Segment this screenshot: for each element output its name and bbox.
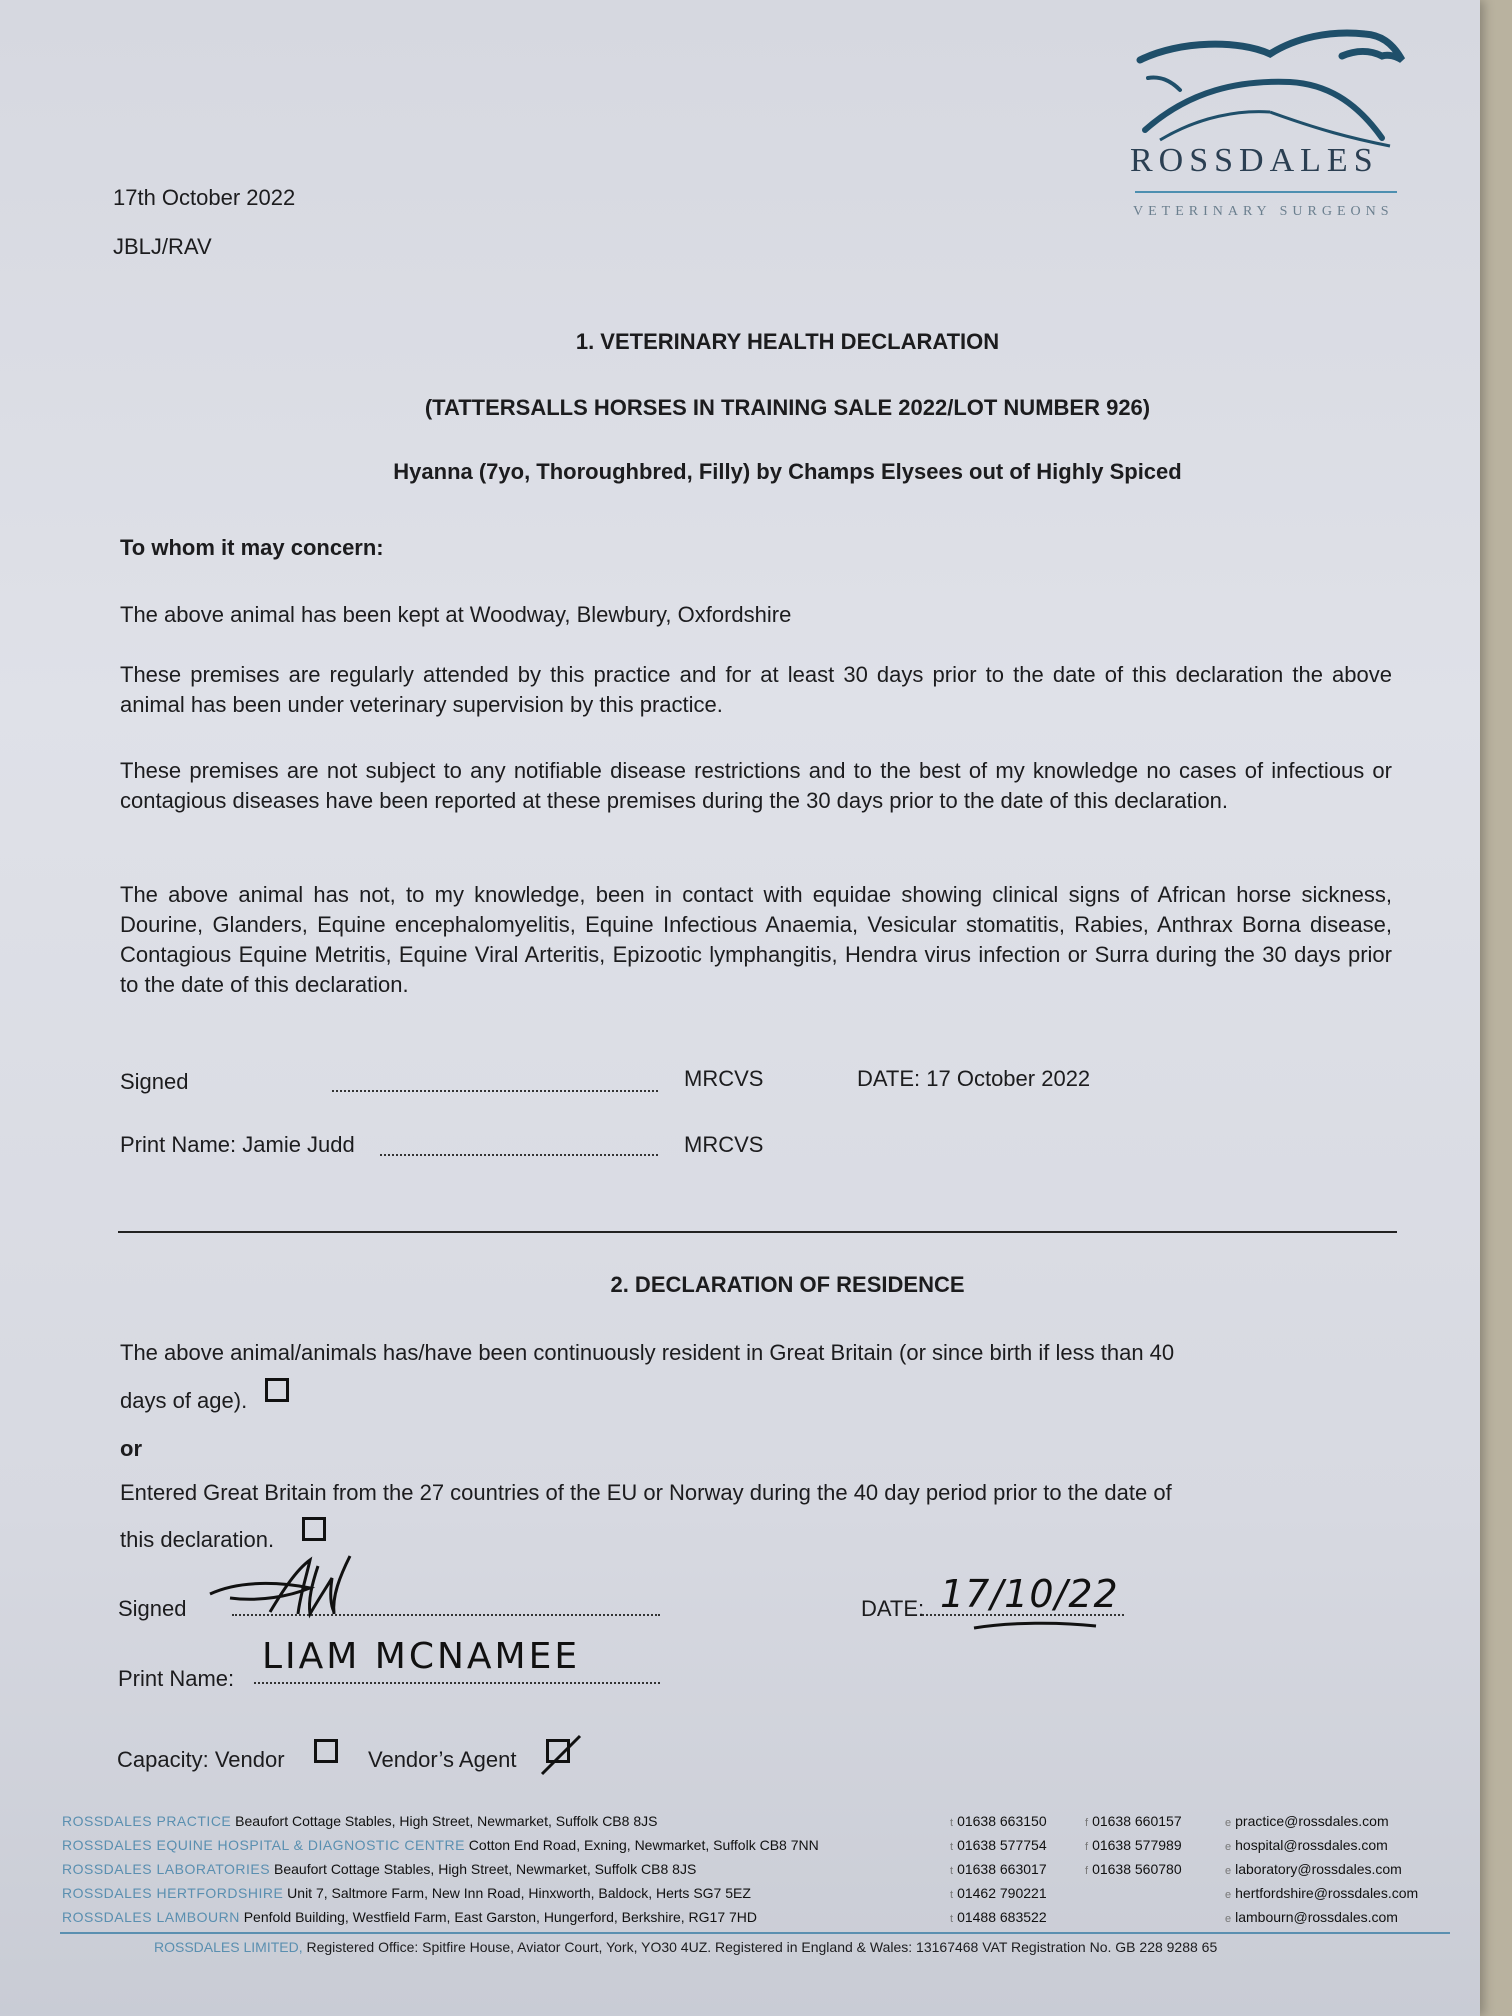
vendor-agent-label: Vendor’s Agent xyxy=(368,1747,517,1772)
vet-date: DATE: 17 October 2022 xyxy=(857,1066,1091,1091)
footer-divider xyxy=(60,1932,1450,1934)
footer-phone-1: t 01638 663150 xyxy=(950,1813,1047,1829)
agent-date-label: DATE: xyxy=(861,1596,925,1621)
residence-option2-line2: this declaration. xyxy=(120,1527,275,1552)
agent-print-name-line xyxy=(254,1682,660,1684)
paragraph-disease-contact: The above animal has not, to my knowledge, been in contact with equidae showing clinical signs of African horse sickness, Dourine, Glanders, Equine encephalomyelitis, Equine Infectious Anaemia, Vesicular stomatitis, Rabies, Anthrax Borna disease, Contagious Equine Metritis, Equine Viral Arteritis, Epizootic lymphangitis, Hendra virus infection or Surra during the 30 days prior to the date of this declaration. xyxy=(120,882,1392,997)
residence-option1-line1: The above animal/animals has/have been continuously resident in Great Britain (or since birth if less than 40 xyxy=(120,1340,1175,1365)
footer-email-4: e hertfordshire@rossdales.com xyxy=(1225,1885,1419,1901)
footer-phone-4: t 01462 790221 xyxy=(950,1885,1047,1901)
handwritten-signature xyxy=(200,1552,420,1622)
vet-print-mrcvs-label: MRCVS xyxy=(684,1132,764,1157)
section-divider xyxy=(118,1231,1397,1233)
vet-signed-label: Signed xyxy=(120,1069,189,1094)
agent-print-name-label: Print Name: xyxy=(118,1666,235,1691)
footer-fax-2: f 01638 577989 xyxy=(1085,1837,1182,1853)
paragraph-restrictions: These premises are not subject to any notifiable disease restrictions and to the best of my knowledge no cases of infectious or contagious diseases have been reported at these premises during the 30 days prior to the date of this declaration. xyxy=(120,758,1392,813)
residence-option1-checkbox[interactable] xyxy=(265,1378,289,1402)
vet-mrcvs-label: MRCVS xyxy=(684,1066,764,1091)
vet-signature-line xyxy=(332,1090,658,1092)
footer-email-5: e lambourn@rossdales.com xyxy=(1225,1909,1398,1925)
or-label: or xyxy=(120,1436,142,1461)
footer-office-3: ROSSDALES LABORATORIES Beaufort Cottage Stables, High Street, Newmarket, Suffolk CB8 8JS xyxy=(62,1861,697,1877)
footer-email-3: e laboratory@rossdales.com xyxy=(1225,1861,1402,1877)
paragraph-premises: The above animal has been kept at Woodway, Blewbury, Oxfordshire xyxy=(120,602,792,627)
paragraph-supervision: These premises are regularly attended by this practice and for at least 30 days prior to the date of this declaration the above animal has been under veterinary supervision by this practice. xyxy=(120,662,1392,717)
logo-divider xyxy=(1135,191,1397,193)
logo-subtitle: VETERINARY SURGEONS xyxy=(1133,204,1394,219)
footer-phone-5: t 01488 683522 xyxy=(950,1909,1047,1925)
footer-office-4: ROSSDALES HERTFORDSHIRE Unit 7, Saltmore Farm, New Inn Road, Hinxworth, Baldock, Herts SG7 5EZ xyxy=(62,1885,751,1901)
salutation: To whom it may concern: xyxy=(120,535,384,560)
vet-print-name: Print Name: Jamie Judd xyxy=(120,1132,355,1157)
vet-print-name-line xyxy=(380,1154,658,1156)
handwritten-date: 17/10/22 xyxy=(940,1572,1119,1616)
section1-subtitle: (TATTERSALLS HORSES IN TRAINING SALE 2022/LOT NUMBER 926) xyxy=(424,395,1151,420)
section2-title: 2. DECLARATION OF RESIDENCE xyxy=(610,1272,965,1297)
footer-email-1: e practice@rossdales.com xyxy=(1225,1813,1389,1829)
residence-option2-line1: Entered Great Britain from the 27 countries of the EU or Norway during the 40 day period prior to the date of xyxy=(120,1480,1172,1505)
horse-logo-icon xyxy=(1120,20,1410,230)
footer-email-2: e hospital@rossdales.com xyxy=(1225,1837,1388,1853)
letter-reference: JBLJ/RAV xyxy=(113,234,212,259)
vendor-checkbox[interactable] xyxy=(314,1739,338,1763)
horse-description: Hyanna (7yo, Thoroughbred, Filly) by Champs Elysees out of Highly Spiced xyxy=(393,459,1182,484)
footer-office-2: ROSSDALES EQUINE HOSPITAL & DIAGNOSTIC CENTRE Cotton End Road, Exning, Newmarket, Suffolk CB8 7NN xyxy=(62,1837,819,1853)
footer-office-5: ROSSDALES LAMBOURN Penfold Building, Westfield Farm, East Garston, Hungerford, Berkshire, RG17 7HD xyxy=(62,1909,758,1925)
footer-phone-3: t 01638 663017 xyxy=(950,1861,1047,1877)
vendor-agent-checkmark xyxy=(536,1730,586,1778)
footer-office-1: ROSSDALES PRACTICE Beaufort Cottage Stables, High Street, Newmarket, Suffolk CB8 8JS xyxy=(62,1813,658,1829)
handwritten-print-name: LIAM MCNAMEE xyxy=(262,1636,581,1677)
residence-option1-line2: days of age). xyxy=(120,1388,248,1413)
registered-office-text: ROSSDALES LIMITED, Registered Office: Spitfire House, Aviator Court, York, YO30 4UZ. Registered in England & Wales: 13167468 VAT Registration No. GB 228 9288 65 xyxy=(154,1939,1218,1955)
section1-title: 1. VETERINARY HEALTH DECLARATION xyxy=(575,329,1000,354)
footer-fax-1: f 01638 660157 xyxy=(1085,1813,1182,1829)
letter-date: 17th October 2022 xyxy=(113,185,296,210)
residence-option2-checkbox[interactable] xyxy=(302,1517,326,1541)
capacity-vendor-label: Capacity: Vendor xyxy=(117,1747,285,1772)
agent-signed-label: Signed xyxy=(118,1596,187,1621)
footer-fax-3: f 01638 560780 xyxy=(1085,1861,1182,1877)
date-underline xyxy=(970,1618,1100,1634)
logo-wordmark: ROSSDALES xyxy=(1130,142,1379,179)
footer-phone-2: t 01638 577754 xyxy=(950,1837,1047,1853)
